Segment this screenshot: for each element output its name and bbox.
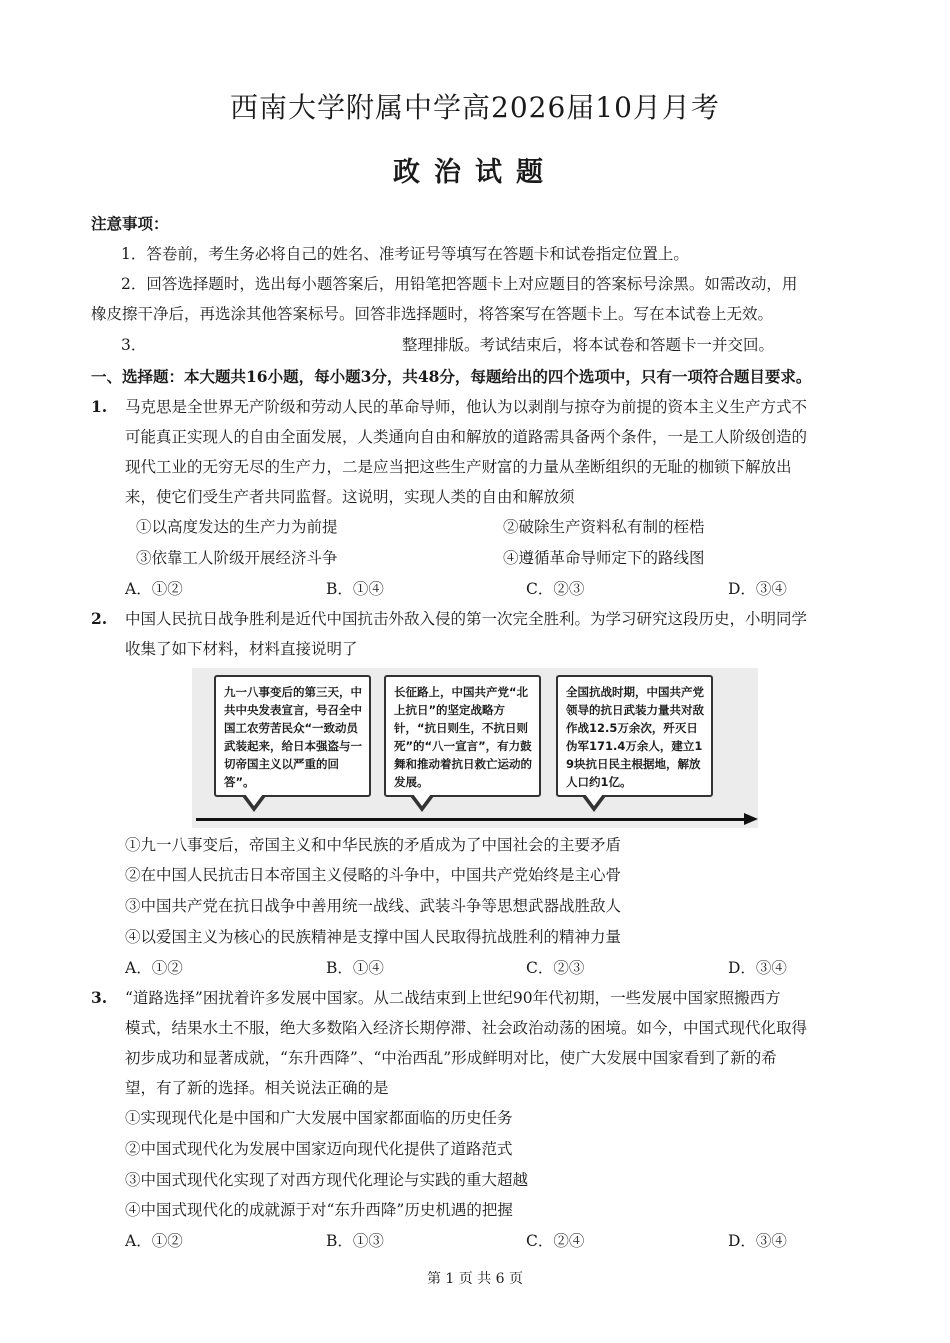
notice-item-2-line-2: 橡皮擦干净后，再选涂其他答案标号。回答非选择题时，将答案写在答题卡上。写在本试卷上无效。 (91, 305, 774, 323)
question-3-statement: ②中国式现代化为发展中国家迈向现代化提供了道路范式 (125, 1140, 513, 1158)
question-2-option-a[interactable]: A．①② (125, 959, 183, 977)
question-3-option-a[interactable]: A．①② (125, 1232, 183, 1250)
page-title: 西南大学附属中学高2026届10月月考 (230, 91, 720, 124)
question-1-number: 1. (91, 397, 108, 416)
question-1-option-b[interactable]: B．①④ (326, 580, 384, 598)
timeline-bubble-2: 长征路上，中国共产党“北上抗日”的坚定战略方针，“抗日则生，不抗日则死”的“八一宣言”，有力鼓舞和推动着抗日救亡运动的发展。 (384, 675, 541, 797)
bubble-tail-inner (245, 794, 263, 806)
notice-item-1: 1．答卷前，考生务必将自己的姓名、准考证号等填写在答题卡和试卷指定位置上。 (121, 245, 689, 263)
page-subtitle: 政治试题 (393, 157, 557, 188)
question-3-line: 望，有了新的选择。相关说法正确的是 (125, 1079, 389, 1097)
question-2-number: 2. (91, 609, 108, 628)
question-3-number: 3. (91, 988, 108, 1007)
question-1-statement: ②破除生产资料私有制的桎梏 (503, 518, 705, 536)
question-1-option-a[interactable]: A．①② (125, 580, 183, 598)
notice-item-3-number: 3． (121, 336, 147, 354)
question-3-statement: ①实现现代化是中国和广大发展中国家都面临的历史任务 (125, 1109, 513, 1127)
question-2-statement: ①九一八事变后，帝国主义和中华民族的矛盾成为了中国社会的主要矛盾 (125, 836, 622, 854)
question-3-option-d[interactable]: D．③④ (728, 1232, 787, 1250)
timeline-arrow-icon (744, 813, 758, 825)
question-1-option-d[interactable]: D．③④ (728, 580, 787, 598)
notice-item-3-text: 整理排版。考试结束后，将本试卷和答题卡一并交回。 (402, 336, 775, 354)
notice-item-2-line-1: 2．回答选择题时，选出每小题答案后，用铅笔把答题卡上对应题目的答案标号涂黑。如需改动，用 (121, 275, 798, 293)
question-3-line: 初步成功和显著成就，“东升西降”、“中治西乱”形成鲜明对比，使广大发展中国家看到了新的希 (125, 1049, 777, 1067)
question-1-statement: ①以高度发达的生产力为前提 (136, 518, 338, 536)
question-2-option-b[interactable]: B．①④ (326, 959, 384, 977)
question-2-option-d[interactable]: D．③④ (728, 959, 787, 977)
question-1-statement: ③依靠工人阶级开展经济斗争 (136, 549, 338, 567)
question-1-statement: ④遵循革命导师定下的路线图 (503, 549, 705, 567)
notice-heading: 注意事项： (91, 214, 169, 233)
question-3-option-b[interactable]: B．①③ (326, 1232, 384, 1250)
question-2-option-c[interactable]: C．②③ (526, 959, 585, 977)
question-1-line: 可能真正实现人的自由全面发展，人类通向自由和解放的道路需具备两个条件，一是工人阶级创造的 (125, 428, 808, 446)
bubble-tail-inner (585, 794, 603, 806)
question-1-line: 马克思是全世界无产阶级和劳动人民的革命导师，他认为以剥削与掠夺为前提的资本主义生产方式不 (125, 398, 808, 416)
question-2-statement: ③中国共产党在抗日战争中善用统一战线、武装斗争等思想武器战胜敌人 (125, 897, 622, 915)
question-2-statement: ④以爱国主义为核心的民族精神是支撑中国人民取得抗战胜利的精神力量 (125, 928, 622, 946)
question-1-line: 来，使它们受生产者共同监督。这说明，实现人类的自由和解放须 (125, 488, 575, 506)
timeline-axis (196, 818, 746, 821)
bubble-tail-inner (413, 794, 431, 806)
page-footer: 第 1 页 共 6 页 (426, 1271, 524, 1287)
question-2-line: 收集了如下材料，材料直接说明了 (125, 640, 358, 658)
question-3-option-c[interactable]: C．②④ (526, 1232, 585, 1250)
question-1-option-c[interactable]: C．②③ (526, 580, 585, 598)
timeline-bubble-3: 全国抗战时期，中国共产党领导的抗日武装力量共对敌作战12.5万余次，歼灭日伪军171.4万余人，建立19块抗日民主根据地，解放人口约1亿。 (556, 675, 713, 797)
question-3-line: 模式，结果水土不服，绝大多数陷入经济长期停滞、社会政治动荡的困境。如今，中国式现代化取得 (125, 1019, 808, 1037)
question-3-statement: ④中国式现代化的成就源于对“东升西降”历史机遇的把握 (125, 1201, 513, 1219)
question-3-statement: ③中国式现代化实现了对西方现代化理论与实践的重大超越 (125, 1171, 529, 1189)
timeline-bubble-1: 九一八事变后的第三天，中共中央发表宣言，号召全中国工农劳苦民众“一致动员武装起来，给日本强盗与一切帝国主义以严重的回答”。 (214, 675, 371, 797)
section-heading: 一、选择题：本大题共16小题，每小题3分，共48分，每题给出的四个选项中，只有一项符合题目要求。 (91, 367, 812, 386)
question-2-line: 中国人民抗日战争胜利是近代中国抗击外敌入侵的第一次完全胜利。为学习研究这段历史，小明同学 (125, 610, 808, 628)
question-1-line: 现代工业的无穷无尽的生产力，二是应当把这些生产财富的力量从垄断组织的无耻的枷锁下解放出 (125, 458, 792, 476)
question-2-statement: ②在中国人民抗击日本帝国主义侵略的斗争中，中国共产党始终是主心骨 (125, 866, 622, 884)
question-3-line: “道路选择”困扰着许多发展中国家。从二战结束到上世纪90年代初期，一些发展中国家照搬西方 (125, 989, 781, 1007)
